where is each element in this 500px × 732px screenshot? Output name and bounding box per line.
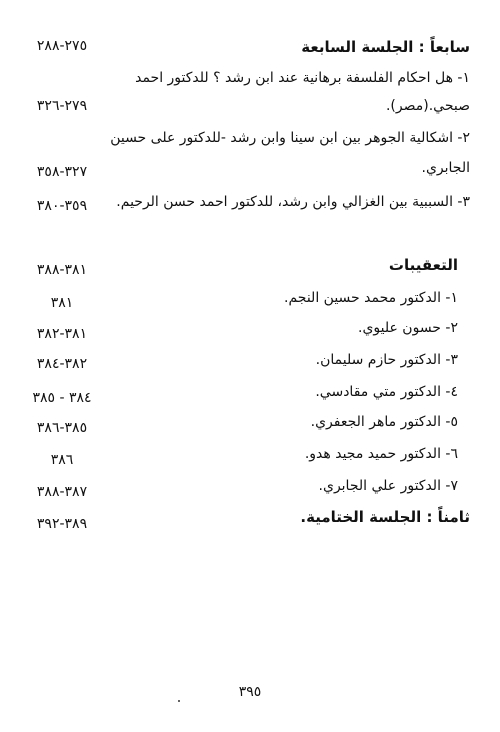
comments-pages: ٣٨١-٣٨٨ (36, 262, 88, 278)
item-7-2-line1: ٢- اشكالية الجوهر بين ابن سينا وابن رشد -للدكتور على حسين (110, 130, 470, 146)
comment-7: ٧- الدكتور علي الجابري. (318, 478, 458, 494)
print-speck (178, 700, 180, 702)
section-8-pages: ٣٨٩-٣٩٢ (36, 516, 88, 532)
item-7-1-line1: ١- هل احكام الفلسفة برهانية عند ابن رشد ؟ للدكتور احمد (135, 70, 470, 86)
item-7-3-pages: ٣٥٩-٣٨٠ (36, 198, 88, 214)
page-number: ٣٩٥ (238, 684, 262, 700)
comment-1: ١- الدكتور محمد حسين النجم. (284, 290, 458, 306)
comment-3: ٣- الدكتور حازم سليمان. (315, 352, 458, 368)
item-7-3-line1: ٣- السببية بين الغزالي وابن رشد، للدكتور احمد حسن الرحيم. (116, 194, 470, 210)
comment-6-pages: ٣٨٦ (50, 452, 74, 468)
item-7-2-line2: الجابري. (421, 160, 470, 176)
comments-heading: التعقيبات (388, 256, 458, 274)
item-7-1-line2: صبحي.(مصر). (385, 98, 470, 114)
section-7-pages: ٢٧٥-٢٨٨ (36, 38, 88, 54)
section-7-heading: سابعاً : الجلسة السابعة (301, 38, 470, 56)
comment-4: ٤- الدكتور متي مقادسي. (315, 384, 458, 400)
item-7-1-pages: ٢٧٩-٣٢٦ (36, 98, 88, 114)
comment-5: ٥- الدكتور ماهر الجعفري. (310, 414, 458, 430)
comment-4-pages: ٣٨٤ - ٣٨٥ (32, 390, 92, 406)
comment-7-pages: ٣٨٧-٣٨٨ (36, 484, 88, 500)
comment-1-pages: ٣٨١ (50, 295, 74, 311)
comment-2-pages: ٣٨١-٣٨٢ (36, 326, 88, 342)
item-7-2-pages: ٣٢٧-٣٥٨ (36, 164, 88, 180)
comment-6: ٦- الدكتور حميد مجيد هدو. (304, 446, 458, 462)
comment-2: ٢- حسون عليوي. (358, 320, 458, 336)
comment-5-pages: ٣٨٥-٣٨٦ (36, 420, 88, 436)
comment-3-pages: ٣٨٢-٣٨٤ (36, 356, 88, 372)
section-8-heading: ثامناً : الجلسة الختامية. (300, 508, 470, 526)
